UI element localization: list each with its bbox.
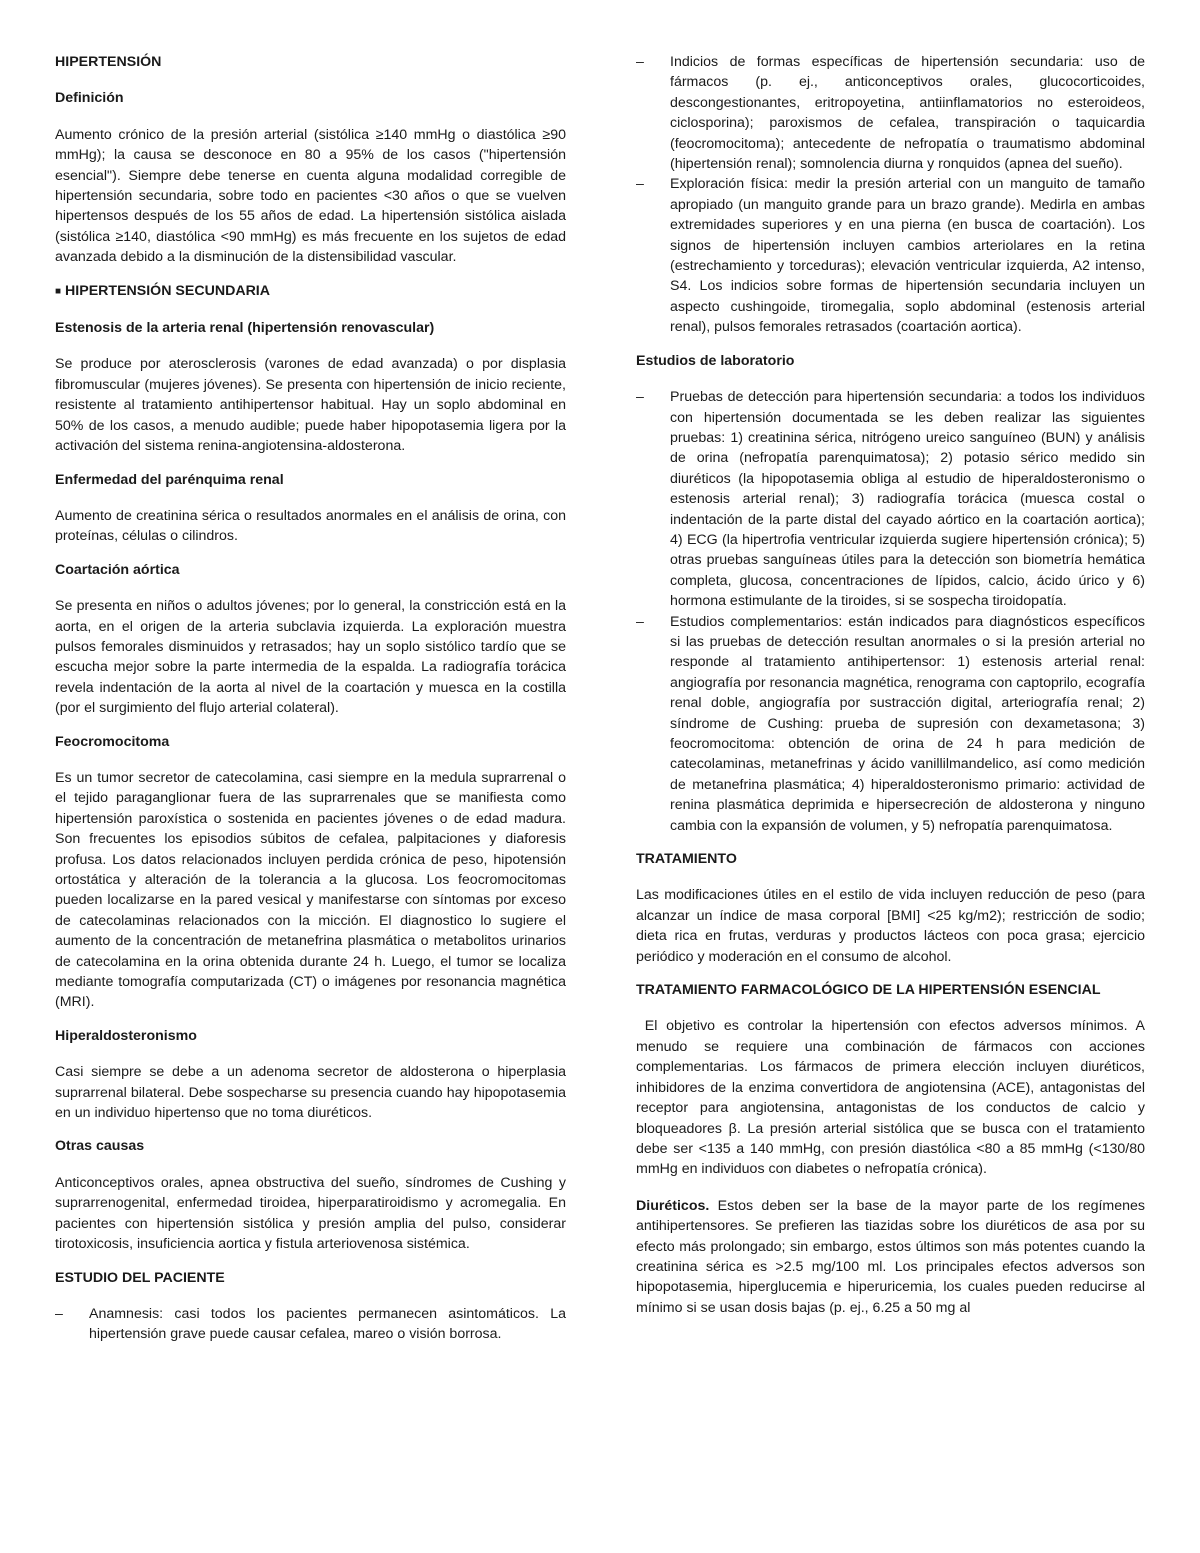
list-item — [636, 612, 1145, 836]
lab-list — [636, 387, 1145, 836]
diuretics-paragraph — [636, 1196, 1145, 1318]
dash-bullet-icon: – — [636, 613, 644, 630]
secondary-heading-label: HIPERTENSIÓN SECUNDARIA — [65, 282, 270, 299]
dash-bullet-icon: – — [636, 54, 644, 70]
dash-bullet-icon: – — [636, 176, 644, 193]
lab-heading: Estudios de laboratorio — [636, 352, 795, 369]
patient-study-list — [55, 1304, 566, 1345]
list-item — [636, 387, 1145, 611]
definition-heading: Definición — [55, 90, 124, 107]
complementary-studies-text: Estudios complementarios: están indicados para diagnósticos específicos si las pruebas de detección resultan anormales o si la presión arterial no responde al tratamiento antihipertensor: 1) estenosis arterial renal: angiografía por resonancia magnética, renograma con captoprilo, ecografía renal doble, angiografía por sustracción digital, arteriografía renal; 2) síndrome de Cushing: prueba de supresión con dexametasona; 3) feocromocitoma: obtención de orina de 24 h para medición de catecolaminas, metanefrinas y ácido vanillilmandelico, así como medición de metanefrina plasmática; 4) hiperaldosteronismo primario: actividad de renina plasmática deprimida e hipersecreción de aldosterona y ninguno cambia con la expansión de volumen, y 5) nefropatía parenquimatosa. — [670, 613, 1145, 834]
list-item — [636, 52, 1145, 174]
exploracion-text: Exploración física: medir la presión arterial con un manguito de tamaño apropiado (un manguito grande para un brazo grande). Medirla en ambas extremidades superiores y en una pierna (en busca de coartación). Los signos de hipertensión incluyen cambios arteriolares en la retina (estrechamiento y torceduras); elevación ventricular izquierda, A2 intenso, S4. Los indicios sobre formas de hipertensión secundaria incluyen un aspecto cushingoide, tiromegalia, soplo abdominal (estenosis arterial renal), pulsos femorales retrasados (coartación aortica). — [670, 176, 1145, 336]
patient-study-heading: ESTUDIO DEL PACIENTE — [55, 1269, 225, 1286]
diuretics-text: Estos deben ser la base de la mayor parte de los regímenes antihipertensores. Se prefieren las tiazidas sobre los diuréticos de asa por su efecto más prolongado; sin embargo, estos últimos son más potentes cuando la creatinina sérica es >2.5 mg/100 ml. Los principales efectos adversos son hipopotasemia, hiperglucemia e hiperuricemia, los cuales pueden reducirse al mínimo si se usan dosis bajas (p. ej., 6.25 a 50 mg al — [636, 1197, 1145, 1316]
document-title: HIPERTENSIÓN — [55, 54, 162, 70]
renal-stenosis-text: Se produce por aterosclerosis (varones de edad avanzada) o por displasia fibromuscular (mujeres jóvenes). Se presenta con hipertensión de inicio reciente, resistente al tratamiento antihipertensor habitual. Hay un soplo abdominal en 50% de los casos, a menudo audible; puede haber hipopotasemia ligera por la activación del sistema renina-angiotensina-aldosterona. — [55, 356, 566, 455]
renal-stenosis-heading: Estenosis de la arteria renal (hipertensión renovascular) — [55, 320, 435, 337]
dash-bullet-icon: – — [636, 389, 644, 406]
diuretics-lead: Diuréticos. — [636, 1197, 710, 1214]
dash-bullet-icon: – — [55, 1305, 63, 1322]
square-bullet-icon: ■ — [55, 285, 62, 297]
secondary-heading — [55, 281, 566, 302]
coarctation-heading: Coartación aórtica — [55, 561, 180, 578]
pharmacological-text: El objetivo es controlar la hipertensión con efectos adversos mínimos. A menudo se requiere una combinación de fármacos con acciones complementarias. Los fármacos de primera elección incluyen diuréticos, inhibidores de la enzima convertidora de angiotensina (ACE), antagonistas del receptor para angiotensina, antagonistas de los conductos de calcio y bloqueadores β. La presión arterial sistólica que se busca con el tratamiento debe ser <135 a 140 mmHg, con presión diastólica <80 a 85 mmHg (<130/80 mmHg en individuos con diabetes o nefropatía crónica). — [636, 1018, 1149, 1178]
right-column — [636, 52, 1149, 1318]
indicios-text: Indicios de formas específicas de hipertensión secundaria: uso de fármacos (p. ej., anticonceptivos orales, glucocorticoides, descongestionantes, eritropoyetina, antiinflamatorios no esteroideos, ciclosporina); paroxismos de cefalea, transpiración o taquicardia (feocromocitoma); antecedente de nefropatía o traumatismo abdominal (hipertensión renal); somnolencia diurna y ronquidos (apnea del sueño). — [670, 54, 1145, 173]
screening-tests-text: Pruebas de detección para hipertensión secundaria: a todos los individuos con hipertensión documentada se les deben realizar las siguientes pruebas: 1) creatinina sérica, nitrógeno ureico sanguíneo (BUN) y análisis de orina (nefropatía parenquimatosa); 2) potasio sérico medido sin diuréticos (la hipopotasemia obliga al estudio de hiperaldosteronismo o estenosis arterial renal); 3) radiografía torácica (muesca costal o indentación de la parte distal del cayado aórtico en la coartación aortica); 4) ECG (la hipertrofia ventricular izquierda sugiere hipertensión crónica); 5) otras pruebas sanguíneas útiles para la detección son biometría hemática completa, glucosa, concentraciones de lípidos, calcio, ácido úrico y 6) hormona estimulante de la tiroides, si se sospecha tiroidopatía. — [670, 389, 1145, 610]
list-item — [55, 1304, 566, 1345]
patient-study-list-continued — [636, 52, 1145, 338]
left-column — [55, 52, 566, 1345]
anamnesis-text: Anamnesis: casi todos los pacientes permanecen asintomáticos. La hipertensión grave puede causar cefalea, mareo o visión borrosa. — [89, 1305, 566, 1343]
pharmacological-heading: TRATAMIENTO FARMACOLÓGICO DE LA HIPERTENSIÓN ESENCIAL — [636, 982, 1101, 999]
pheochromocytoma-text: Es un tumor secretor de catecolamina, casi siempre en la medula suprarrenal o el tejido paraganglionar fuera de las suprarrenales que se manifiesta como hipertensión paroxística o sostenida en pacientes jóvenes o de edad madura. Son frecuentes los episodios súbitos de cefalea, palpitaciones y diaforesis profusa. Los datos relacionados incluyen perdida crónica de peso, hipotensión ortostática y alteración de la tolerancia a la glucosa. Los feocromocitomas pueden localizarse en la pared vesical y manifestarse con síntomas por exceso de catecolaminas relacionados con la micción. El diagnostico lo sugiere el aumento de la concentración de metanefrina plasmática o metabolitos urinarios de catecolamina en la orina obtenida durante 24 h. Luego, el tumor se localiza mediante tomografía computarizada (CT) o imágenes por resonancia magnética (MRI). — [55, 769, 566, 1011]
treatment-text: Las modificaciones útiles en el estilo de vida incluyen reducción de peso (para alcanzar un índice de masa corporal [BMI] <25 kg/m2); restricción de sodio; dieta rica en frutas, verduras y productos lácteos con poca grasa; ejercicio periódico y moderación en el consumo de alcohol. — [636, 887, 1145, 965]
hyperaldosteronism-heading: Hiperaldosteronismo — [55, 1027, 197, 1044]
other-causes-heading: Otras causas — [55, 1138, 145, 1155]
hyperaldosteronism-text: Casi siempre se debe a un adenoma secretor de aldosterona o hiperplasia suprarrenal bilateral. Debe sospecharse su presencia cuando hay hipopotasemia en un individuo hipertenso que no toma diuréticos. — [55, 1064, 566, 1122]
list-item — [636, 174, 1145, 337]
other-causes-text: Anticonceptivos orales, apnea obstructiva del sueño, síndromes de Cushing y suprarrenogenital, enfermedad tiroidea, hiperparatiroidismo y acromegalia. En pacientes con hipertensión sistólica y presión amplia del pulso, considerar tirotoxicosis, insuficiencia aortica y fistula arteriovenosa sistémica. — [55, 1174, 566, 1253]
parenchyma-text: Aumento de creatinina sérica o resultados anormales en el análisis de orina, con proteínas, células o cilindros. — [55, 507, 566, 545]
definition-text: Aumento crónico de la presión arterial (sistólica ≥140 mmHg o diastólica ≥90 mmHg); la causa se desconoce en 80 a 95% de los casos ("hipertensión esencial"). Siempre debe tenerse en cuenta alguna modalidad corregible de hipertensión secundaria, sobre todo en pacientes <30 años o que se vuelven hipertensos después de los 55 años de edad. La hipertensión sistólica aislada (sistólica ≥140, diastólica <90 mmHg) es más frecuente en los sujetos de edad avanzada debido a la disminución de la distensibilidad vascular. — [55, 126, 566, 266]
pheochromocytoma-heading: Feocromocitoma — [55, 733, 170, 750]
parenchyma-heading: Enfermedad del parénquima renal — [55, 471, 284, 488]
coarctation-text: Se presenta en niños o adultos jóvenes; por lo general, la constricción está en la aorta, en el origen de la arteria subclavia izquierda. La exploración muestra pulsos femorales disminuidos y retrasados; hay un soplo sistólico tardío que se escucha mejor sobre la parte intermedia de la espalda. La radiografía torácica revela indentación de la aorta al nivel de la coartación y muesca en la costilla (por el surgimiento del flujo arterial colateral). — [55, 598, 566, 717]
treatment-heading: TRATAMIENTO — [636, 851, 737, 868]
